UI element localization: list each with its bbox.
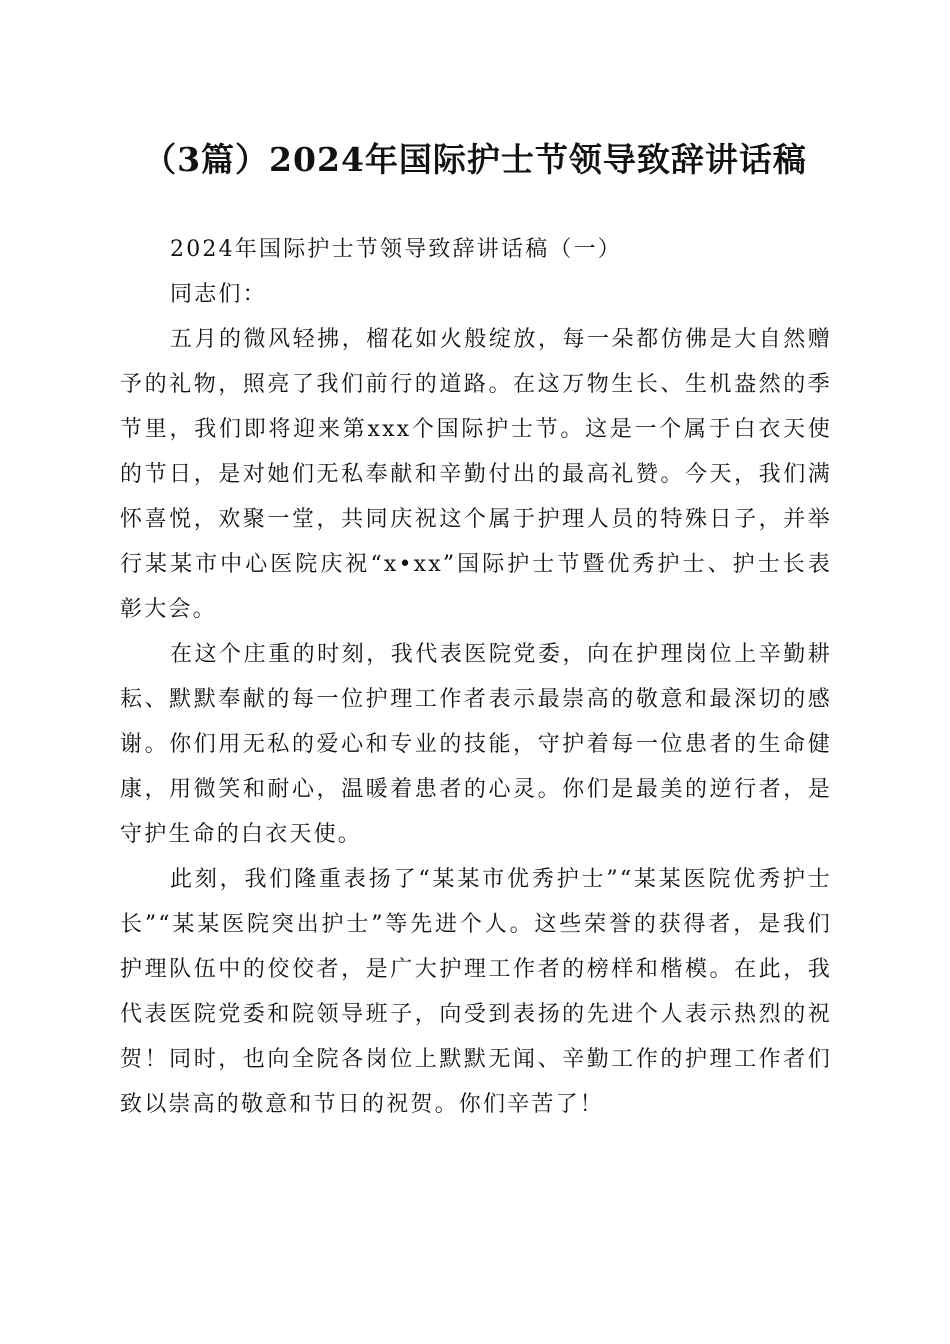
- salutation: 同志们：: [170, 282, 267, 307]
- paragraph-3: 此刻，我们隆重表扬了“某某市优秀护士”“某某医院优秀护士长”“某某医院突出护士”等先进个人。这些荣誉的获得者，是我们护理队伍中的佼佼者，是广大护理工作者的榜样和楷模。在此，我代表医院党委和院领导班子，向受到表扬的先进个人表示热烈的祝贺！同时，也向全院各岗位上默默无闻、辛勤工作的护理工作者们致以崇高的敬意和节日的祝贺。你们辛苦了！: [120, 867, 832, 1117]
- paragraph-1: 五月的微风轻拂，榴花如火般绽放，每一朵都仿佛是大自然赠予的礼物，照亮了我们前行的道路。在这万物生长、生机盎然的季节里，我们即将迎来第xxx个国际护士节。这是一个属于白衣天使的节日，是对她们无私奉献和辛勤付出的最高礼赞。今天，我们满怀喜悦，欢聚一堂，共同庆祝这个属于护理人员的特殊日子，并举行某某市中心医院庆祝“x•xx”国际护士节暨优秀护士、护士长表彰大会。: [120, 327, 832, 622]
- paragraph-2: 在这个庄重的时刻，我代表医院党委，向在护理岗位上辛勤耕耘、默默奉献的每一位护理工作者表示最崇高的敬意和最深切的感谢。你们用无私的爱心和专业的技能，守护着每一位患者的生命健康，用微笑和耐心，温暖着患者的心灵。你们是最美的逆行者，是守护生命的白衣天使。: [120, 642, 832, 847]
- section-subtitle: 2024年国际护士节领导致辞讲话稿（一）: [170, 237, 622, 262]
- document-title: （3篇）2024年国际护士节领导致辞讲话稿: [143, 140, 807, 179]
- document-body: [120, 227, 832, 1127]
